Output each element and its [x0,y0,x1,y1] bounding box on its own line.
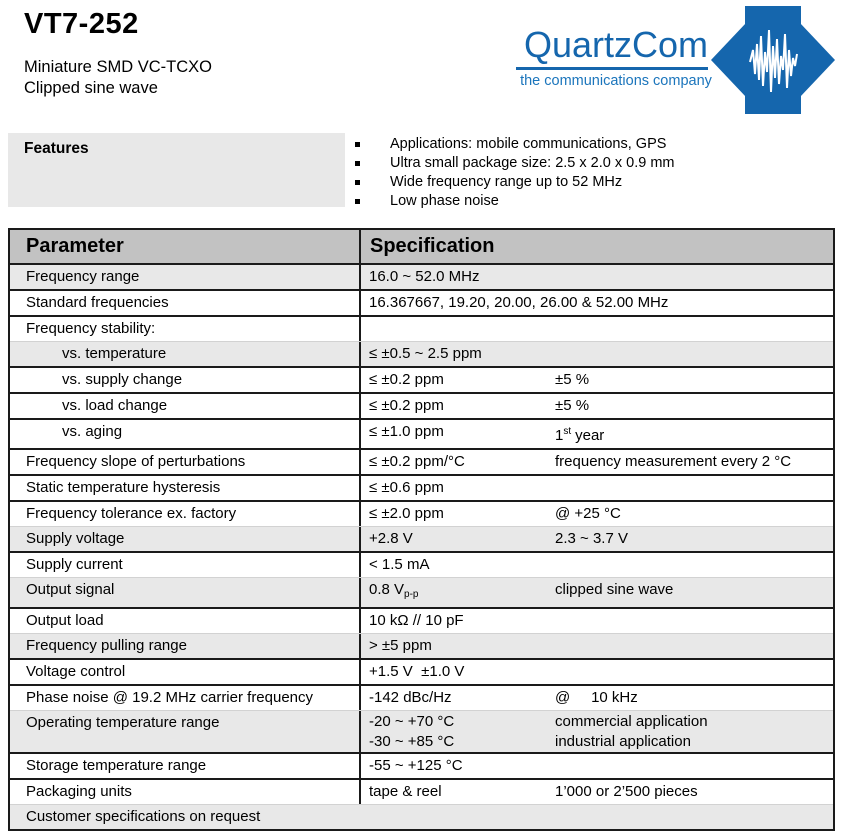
value-cell: -55 ~ +125 °C [369,757,463,774]
table-row [10,366,833,392]
document-header [0,0,842,125]
note-cell: frequency measurement every 2 °C [555,453,792,470]
parameter-cell: Standard frequencies [10,291,361,315]
value-cell: ≤ ±0.2 ppm [369,397,444,414]
note-cell [548,342,833,366]
table-row [10,474,833,500]
note-cell [548,553,833,577]
value-cell: -142 dBc/Hz [369,689,452,706]
note-superscript: st [563,426,572,437]
note-cell [548,754,833,778]
value-cell: 16.367667, 19.20, 20.00, 26.00 & 52.00 MHz [369,294,669,311]
table-row [10,500,833,526]
parameter-cell: Frequency pulling range [10,634,361,658]
value-cell: ≤ ±0.6 ppm [369,479,444,496]
value-cell: ≤ ±0.2 ppm [369,371,444,388]
product-title: VT7-252 [24,8,139,40]
value-line: -20 ~ +70 °C [369,713,455,730]
logo-brand-name: QuartzCom [523,24,709,65]
parameter-cell: vs. supply change [10,368,361,392]
parameter-cell: Supply current [10,553,361,577]
table-row [10,752,833,778]
value-cell: > ±5 ppm [369,637,432,654]
table-row [10,551,833,577]
product-subtitle [24,57,212,99]
logo-tagline: the communications company [520,73,712,89]
value-cell: +1.5 V ±1.0 V [369,663,465,680]
table-row [10,289,833,315]
note-cell [548,265,833,289]
value-cell [361,317,548,341]
column-header-specification: Specification [370,235,495,257]
parameter-cell: Static temperature hysteresis [10,476,361,500]
table-row [10,684,833,710]
parameter-cell: Frequency range [10,265,361,289]
table-row [10,577,833,607]
parameter-cell: Frequency slope of perturbations [10,450,361,474]
subtitle-line-2: Clipped sine wave [24,79,158,97]
feature-item [355,135,674,154]
parameter-cell: Frequency stability: [10,317,361,341]
table-row [10,448,833,474]
note-cell [548,634,833,658]
bullet-square-icon [355,180,360,185]
note-cell: @ 10 kHz [555,689,638,706]
parameter-cell: Storage temperature range [10,754,361,778]
note-cell [548,609,833,633]
parameter-cell: Operating temperature range [10,711,361,752]
parameter-cell: Frequency tolerance ex. factory [10,502,361,526]
logo-text [516,24,716,89]
note-cell: 2.3 ~ 3.7 V [555,530,628,547]
value-cell: ≤ ±2.0 ppm [369,505,444,522]
note-cell: ±5 % [555,397,590,414]
table-header-row [10,228,833,265]
features-list [355,135,674,211]
parameter-cell: Packaging units [10,780,361,804]
table-row [10,778,833,804]
table-row [10,658,833,684]
waveform-diamond-icon [710,6,836,119]
company-logo [508,6,838,116]
note-cell [548,660,833,684]
value-cell: ≤ ±0.2 ppm/°C [369,453,465,470]
features-section [8,133,835,207]
note-cell: clipped sine wave [555,581,674,598]
bullet-square-icon [355,161,360,166]
table-footer-row: Customer specifications on request [10,804,833,829]
parameter-cell: vs. temperature [10,342,361,366]
bullet-square-icon [355,142,360,147]
value-cell: ≤ ±1.0 ppm [369,423,444,440]
value-line: -30 ~ +85 °C [369,733,455,750]
value-cell: tape & reel [369,783,442,800]
table-row [10,392,833,418]
table-row [10,526,833,551]
note-text: year [575,427,605,444]
parameter-cell: vs. aging [10,420,361,448]
feature-text: Wide frequency range up to 52 MHz [390,174,623,190]
table-row [10,607,833,633]
specification-table [8,228,835,831]
note-cell: 1’000 or 2’500 pieces [555,783,698,800]
subtitle-line-1: Miniature SMD VC-TCXO [24,58,212,76]
table-row [10,315,833,341]
value-subscript: p-p [404,589,419,600]
parameter-cell: Supply voltage [10,527,361,551]
title-block [24,8,212,99]
note-cell [548,317,833,341]
table-row [10,265,833,289]
parameter-cell: Output load [10,609,361,633]
table-row [10,341,833,366]
note-cell: ±5 % [555,371,590,388]
feature-text: Applications: mobile communications, GPS [390,136,667,152]
feature-item [355,173,674,192]
value-cell: +2.8 V [369,530,413,547]
parameter-cell: Voltage control [10,660,361,684]
feature-text: Ultra small package size: 2.5 x 2.0 x 0.9 mm [390,155,675,171]
value-cell: 16.0 ~ 52.0 MHz [369,268,480,285]
features-label: Features [24,140,89,157]
value-cell: 10 kΩ // 10 pF [369,612,464,629]
table-row [10,418,833,448]
value-cell [361,711,548,752]
note-cell [548,711,833,752]
value-cell: ≤ ±0.5 ~ 2.5 ppm [369,345,482,362]
value-text: 0.8 V [369,581,405,598]
table-row [10,633,833,658]
parameter-cell: vs. load change [10,394,361,418]
parameter-cell: Phase noise @ 19.2 MHz carrier frequency [10,686,361,710]
logo-underline [516,67,708,70]
bullet-square-icon [355,199,360,204]
feature-item [355,192,674,211]
parameter-cell: Output signal [10,578,361,607]
table-row [10,710,833,752]
note-cell: @ +25 °C [555,505,621,522]
features-label-box [8,133,345,207]
note-text: 1 [555,427,564,444]
note-cell [548,476,833,500]
note-line: commercial application [555,713,708,730]
feature-item [355,154,674,173]
feature-text: Low phase noise [390,193,499,209]
note-line: industrial application [555,733,691,750]
note-cell [548,420,833,448]
column-header-parameter: Parameter [10,230,361,263]
value-cell: < 1.5 mA [369,556,430,573]
value-cell [361,578,548,607]
